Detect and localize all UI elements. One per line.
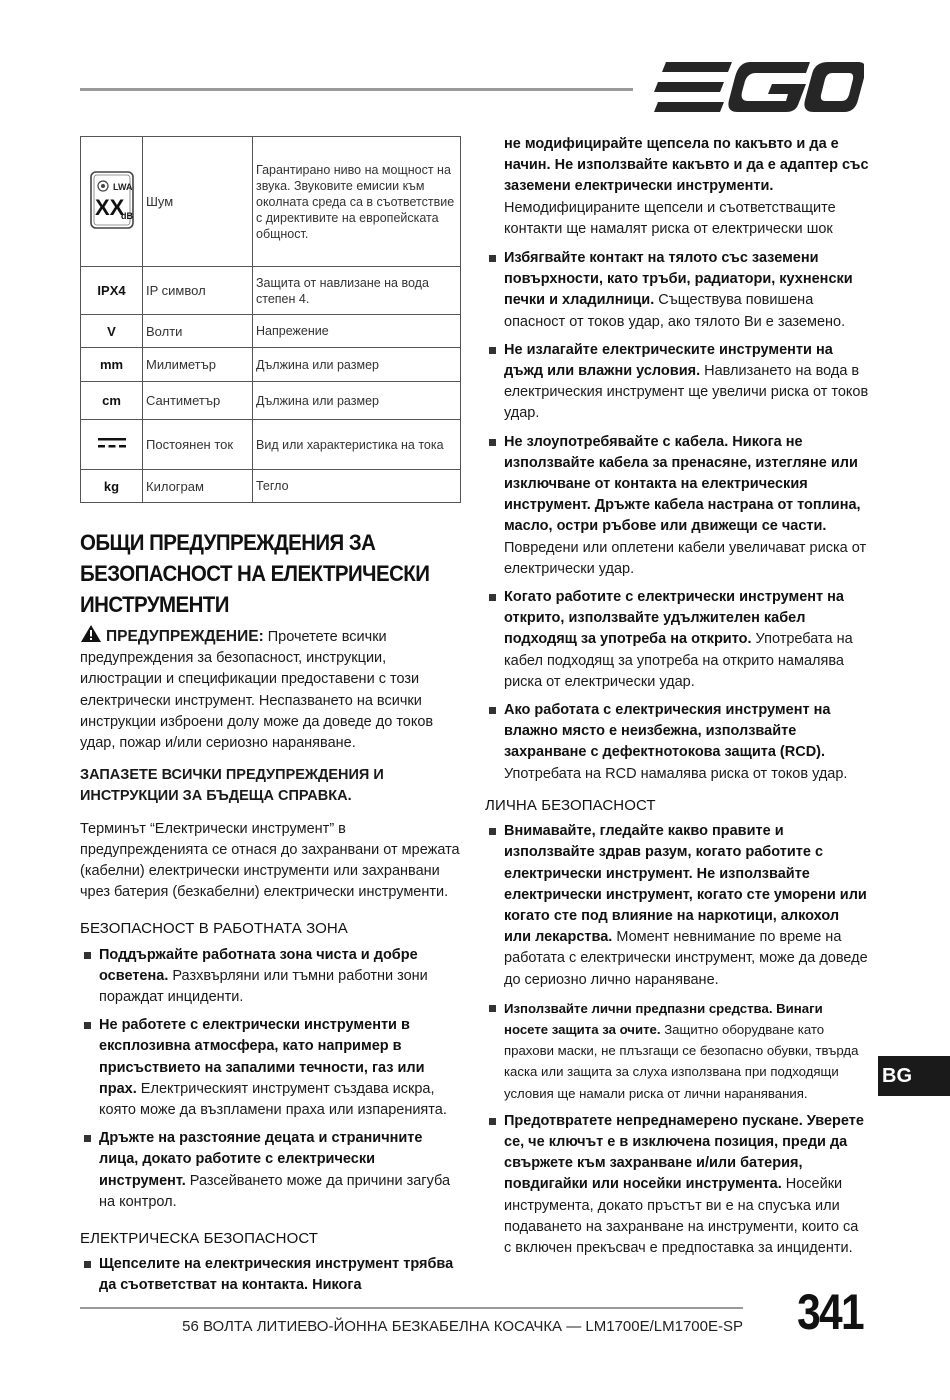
warning-label: ПРЕДУПРЕЖДЕНИЕ:	[106, 628, 264, 645]
personal-list	[485, 821, 869, 1259]
symbols-table	[80, 136, 461, 503]
table-row	[81, 420, 461, 470]
save-instructions: ЗАПАЗЕТЕ ВСИЧКИ ПРЕДУПРЕЖДЕНИЯ И ИНСТРУКЦИИ ЗА БЪДЕЩА СПРАВКА.	[80, 767, 384, 805]
svg-text:XX: XX	[94, 195, 124, 220]
list-item: Не злоупотребявайте с кабела. Никога не използвайте кабела за пренасяне, изтегляне или изключване от контакта на електрическия инструмент. Дръжте кабела настрана от топлина, масло, остри ръбове или движещи се части. Повредени или оплетени кабели увеличават риска от електрически удар.	[485, 432, 869, 580]
electrical-list-continued	[485, 248, 869, 785]
symbol-name: Шум	[143, 137, 253, 267]
noise-level-icon	[89, 170, 135, 230]
list-item: Когато работите с електрически инструмент на открито, използвайте удължителен кабел подходящ за употреба на открито. Употребата на кабел подходящ за употреба на открито намалява риска от електрически удар.	[485, 587, 869, 693]
list-item: Щепселите на електрическия инструмент трябва да съответстват на контакта. Никога	[80, 1254, 463, 1296]
list-item: Дръжте на разстояние децата и страничните лица, докато работите с електрически инструмент. Разсейването може да причини загуба на контрол.	[80, 1128, 463, 1213]
list-item: Не работете с електрически инструменти в експлозивна атмосфера, като например в присъствието на запалими течности, газ или прах. Електрическият инструмент създава искра, която може да възпламени праха или изпаренията.	[80, 1015, 463, 1121]
symbol-description: Напрежение	[253, 315, 461, 348]
table-row	[81, 348, 461, 382]
page-number: 341	[797, 1284, 863, 1340]
symbol-cell: V	[81, 315, 143, 348]
table-row	[81, 137, 461, 267]
list-item: Поддържайте работната зона чиста и добре осветена. Разхвърляни или тъмни работни зони пораждат инциденти.	[80, 945, 463, 1009]
symbol-cell	[81, 420, 143, 470]
list-item: Не излагайте електрическите инструменти на дъжд или влажни условия. Навлизането на вода в електрическия инструмент ще увеличи риска от токов удар.	[485, 340, 869, 425]
table-row	[81, 267, 461, 315]
personal-heading: ЛИЧНА БЕЗОПАСНОСТ	[485, 796, 656, 814]
symbol-description: Вид или характеристика на тока	[253, 420, 461, 470]
term-definition: Терминът “Електрически инструмент” в предупрежденията се отнася до захранвани от мрежата (кабелни) електрически инструменти или захранвани чрез батерия (безкабелни) електрически инструменти.	[80, 820, 460, 901]
symbol-description: Дължина или размер	[253, 348, 461, 382]
symbol-cell: kg	[81, 470, 143, 503]
symbol-cell: mm	[81, 348, 143, 382]
symbol-name: Постоянен ток	[143, 420, 253, 470]
symbol-name: Килограм	[143, 470, 253, 503]
language-tab: BG	[878, 1056, 950, 1096]
warning-icon	[80, 624, 102, 643]
symbol-description: Защита от навлизане на вода степен 4.	[253, 267, 461, 315]
svg-text:LWA: LWA	[112, 182, 132, 192]
ego-logo	[652, 62, 864, 112]
left-column	[80, 527, 463, 1304]
table-row	[81, 382, 461, 420]
symbol-name: Волти	[143, 315, 253, 348]
symbol-description: Гарантирано ниво на мощност на звука. Звуковите емисии към околната среда са в съответствие с директивите на европейската общност.	[253, 137, 461, 267]
list-item: Предотвратете непреднамерено пускане. Уверете се, че ключът е в изключена позиция, преди да свържете към захранване и/или батерия, повдигайки или носейки инструмента. Носейки инструмента, докато пръстът ви е на спусъка или подаването на захранване на инструменти, които са с включен прекъсвач е предпоставка за инциденти.	[485, 1111, 869, 1259]
table-row	[81, 470, 461, 503]
right-column	[485, 134, 869, 1266]
work-area-list	[80, 945, 463, 1213]
symbol-description: Тегло	[253, 470, 461, 503]
list-item: Използвайте лични предпазни средства. Винаги носете защита за очите. Защитно оборудване като прахови маски, не плъзгащи се безопасно обувки, твърда каска или защита за слуха използвана при подходящи условия ще намали риска от лични наранявания.	[485, 998, 869, 1104]
symbol-cell	[81, 137, 143, 267]
direct-current-icon	[97, 436, 127, 450]
electrical-heading: ЕЛЕКТРИЧЕСКА БЕЗОПАСНОСТ	[80, 1230, 319, 1248]
symbol-name: Сантиметър	[143, 382, 253, 420]
svg-text:dB: dB	[120, 211, 133, 221]
symbol-cell: IPX4	[81, 267, 143, 315]
warning-text: Прочетете всички предупреждения за безопасност, инструкции, илюстрации и спецификации предоставени с този електрически инструмент. Неспазването на всички инструкции изброени долу може да доведе до токов удар, пожар и/или сериозно нараняване.	[80, 629, 434, 752]
page-title: ОБЩИ ПРЕДУПРЕЖДЕНИЯ ЗА БЕЗОПАСНОСТ НА ЕЛЕКТРИЧЕСКИ ИНСТРУМЕНТИ	[80, 530, 430, 617]
work-area-heading: БЕЗОПАСНОСТ В РАБОТНАТА ЗОНА	[80, 920, 348, 938]
list-item: Избягвайте контакт на тялото със заземени повърхности, като тръби, радиатори, кухненски печки и хладилници. Съществува повишена опасност от токов удар, ако тялото Ви е заземено.	[485, 248, 869, 333]
electrical-list	[80, 1254, 463, 1296]
symbol-description: Дължина или размер	[253, 382, 461, 420]
list-item: Ако работата с електрическия инструмент на влажно място е неизбежна, използвайте захранване с дефектнотокова защита (RCD). Употребата на RCD намалява риска от токов удар.	[485, 700, 869, 785]
symbol-name: Милиметър	[143, 348, 253, 382]
footer-rule	[80, 1307, 743, 1309]
table-row	[81, 315, 461, 348]
warning-paragraph	[80, 624, 463, 754]
header-rule	[80, 88, 633, 91]
continued-item: не модифицирайте щепсела по какъвто и да е начин. Не използвайте какъвто и да е адаптер със заземени електрически инструменти. Немодифицираните щепсели и съответстващите контакти ще намалят риска от електрически шок	[504, 136, 869, 237]
list-item: Внимавайте, гледайте какво правите и използвайте здрав разум, когато работите с електрически инструмент. Не използвайте електрически инструмент, когато сте уморени или когато сте под влияние на наркотици, алкохол или лекарства. Момент невнимание по време на работата с електрически инструмент, може да доведе до сериозно лично нараняване.	[485, 821, 869, 991]
symbol-name: IP символ	[143, 267, 253, 315]
footer-title: 56 ВОЛТА ЛИТИЕВО-ЙОННА БЕЗКАБЕЛНА КОСАЧКА — LM1700E/LM1700E-SP	[182, 1318, 743, 1335]
symbol-cell: cm	[81, 382, 143, 420]
